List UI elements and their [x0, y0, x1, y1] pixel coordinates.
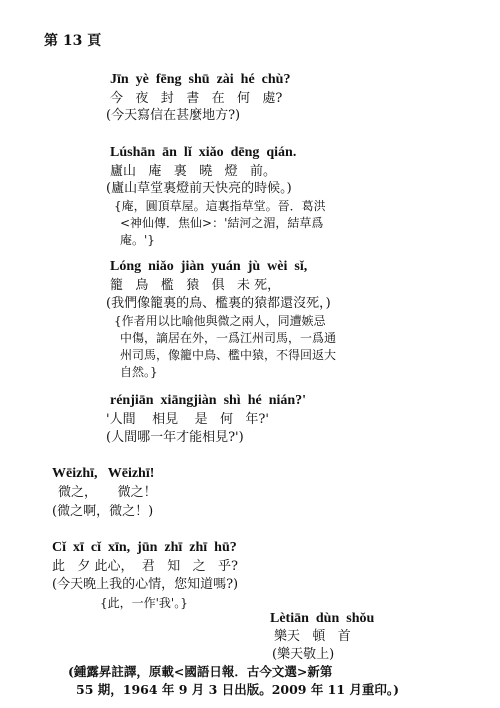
annotation-note: {庵，圓頂草屋。這裏指草堂。晉．葛洪: [114, 199, 326, 213]
pinyin-line: rénjiān xiāngjiàn shì hé nián?': [110, 393, 307, 408]
hanzi-line: 此 夕 此心， 君 知 之 乎?: [52, 559, 238, 574]
hanzi-line: 廬山 庵 裏 曉 燈 前。: [110, 164, 276, 179]
source-citation: 55 期，1964 年 9 月 3 日出版。2009 年 11 月重印。): [76, 682, 400, 697]
hanzi-line: 微之， 微之！: [58, 485, 157, 500]
translation-line: (今天晚上我的心情，您知道嗎?): [52, 577, 239, 592]
page-header: 第 13 頁: [44, 33, 102, 49]
pinyin-line: Cǐ xī cǐ xīn, jūn zhī zhī hū?: [52, 540, 237, 555]
translation-line: (微之啊，微之！): [52, 504, 154, 519]
annotation-note: 中傷，謫居在外，一爲江州司馬，一爲通: [120, 331, 337, 345]
pinyin-line: Lóng niǎo jiàn yuán jù wèi sǐ,: [110, 259, 308, 274]
source-citation: (鍾露昇註譯，原載<國語日報．古今文選>新第: [68, 664, 333, 679]
translation-line: (今天寫信在甚麼地方?): [106, 108, 241, 123]
signature-pinyin: Lètiān dùn shǒu: [270, 611, 375, 626]
annotation-note: {作者用以比喻他與微之兩人，同遭嫉忌: [114, 314, 326, 328]
pinyin-line: Jīn yè fēng shū zài hé chù?: [110, 72, 291, 87]
annotation-note: {此，一作'我'。}: [100, 596, 188, 610]
signature-hanzi: 樂天 頓 首: [274, 629, 351, 644]
translation-line: (廬山草堂裏燈前天快亮的時候。): [106, 181, 292, 196]
hanzi-line: '人間 相見 是 何 年?': [106, 412, 269, 427]
pinyin-line: Lúshān ān lǐ xiǎo dēng qián.: [110, 145, 297, 160]
signature-translation: (樂天敬上): [272, 647, 335, 662]
annotation-note: 自然。}: [120, 365, 158, 379]
annotation-note: 州司馬，像籠中鳥、檻中猿，不得回返大: [120, 348, 337, 362]
hanzi-line: 今 夜 封 書 在 何 處?: [110, 91, 283, 106]
translation-line: (我們像籠裏的鳥、檻裏的猿都還沒死，): [106, 296, 331, 311]
annotation-note: <神仙傳．焦仙>：'結河之湄，結草爲: [120, 216, 324, 230]
translation-line: (人間哪一年才能相見?'): [106, 430, 244, 445]
hanzi-line: 籠 鳥 檻 猿 俱 未 死，: [110, 278, 281, 293]
pinyin-line: Wēizhī, Wēizhī!: [52, 466, 155, 481]
annotation-note: 庵。'}: [120, 233, 155, 247]
